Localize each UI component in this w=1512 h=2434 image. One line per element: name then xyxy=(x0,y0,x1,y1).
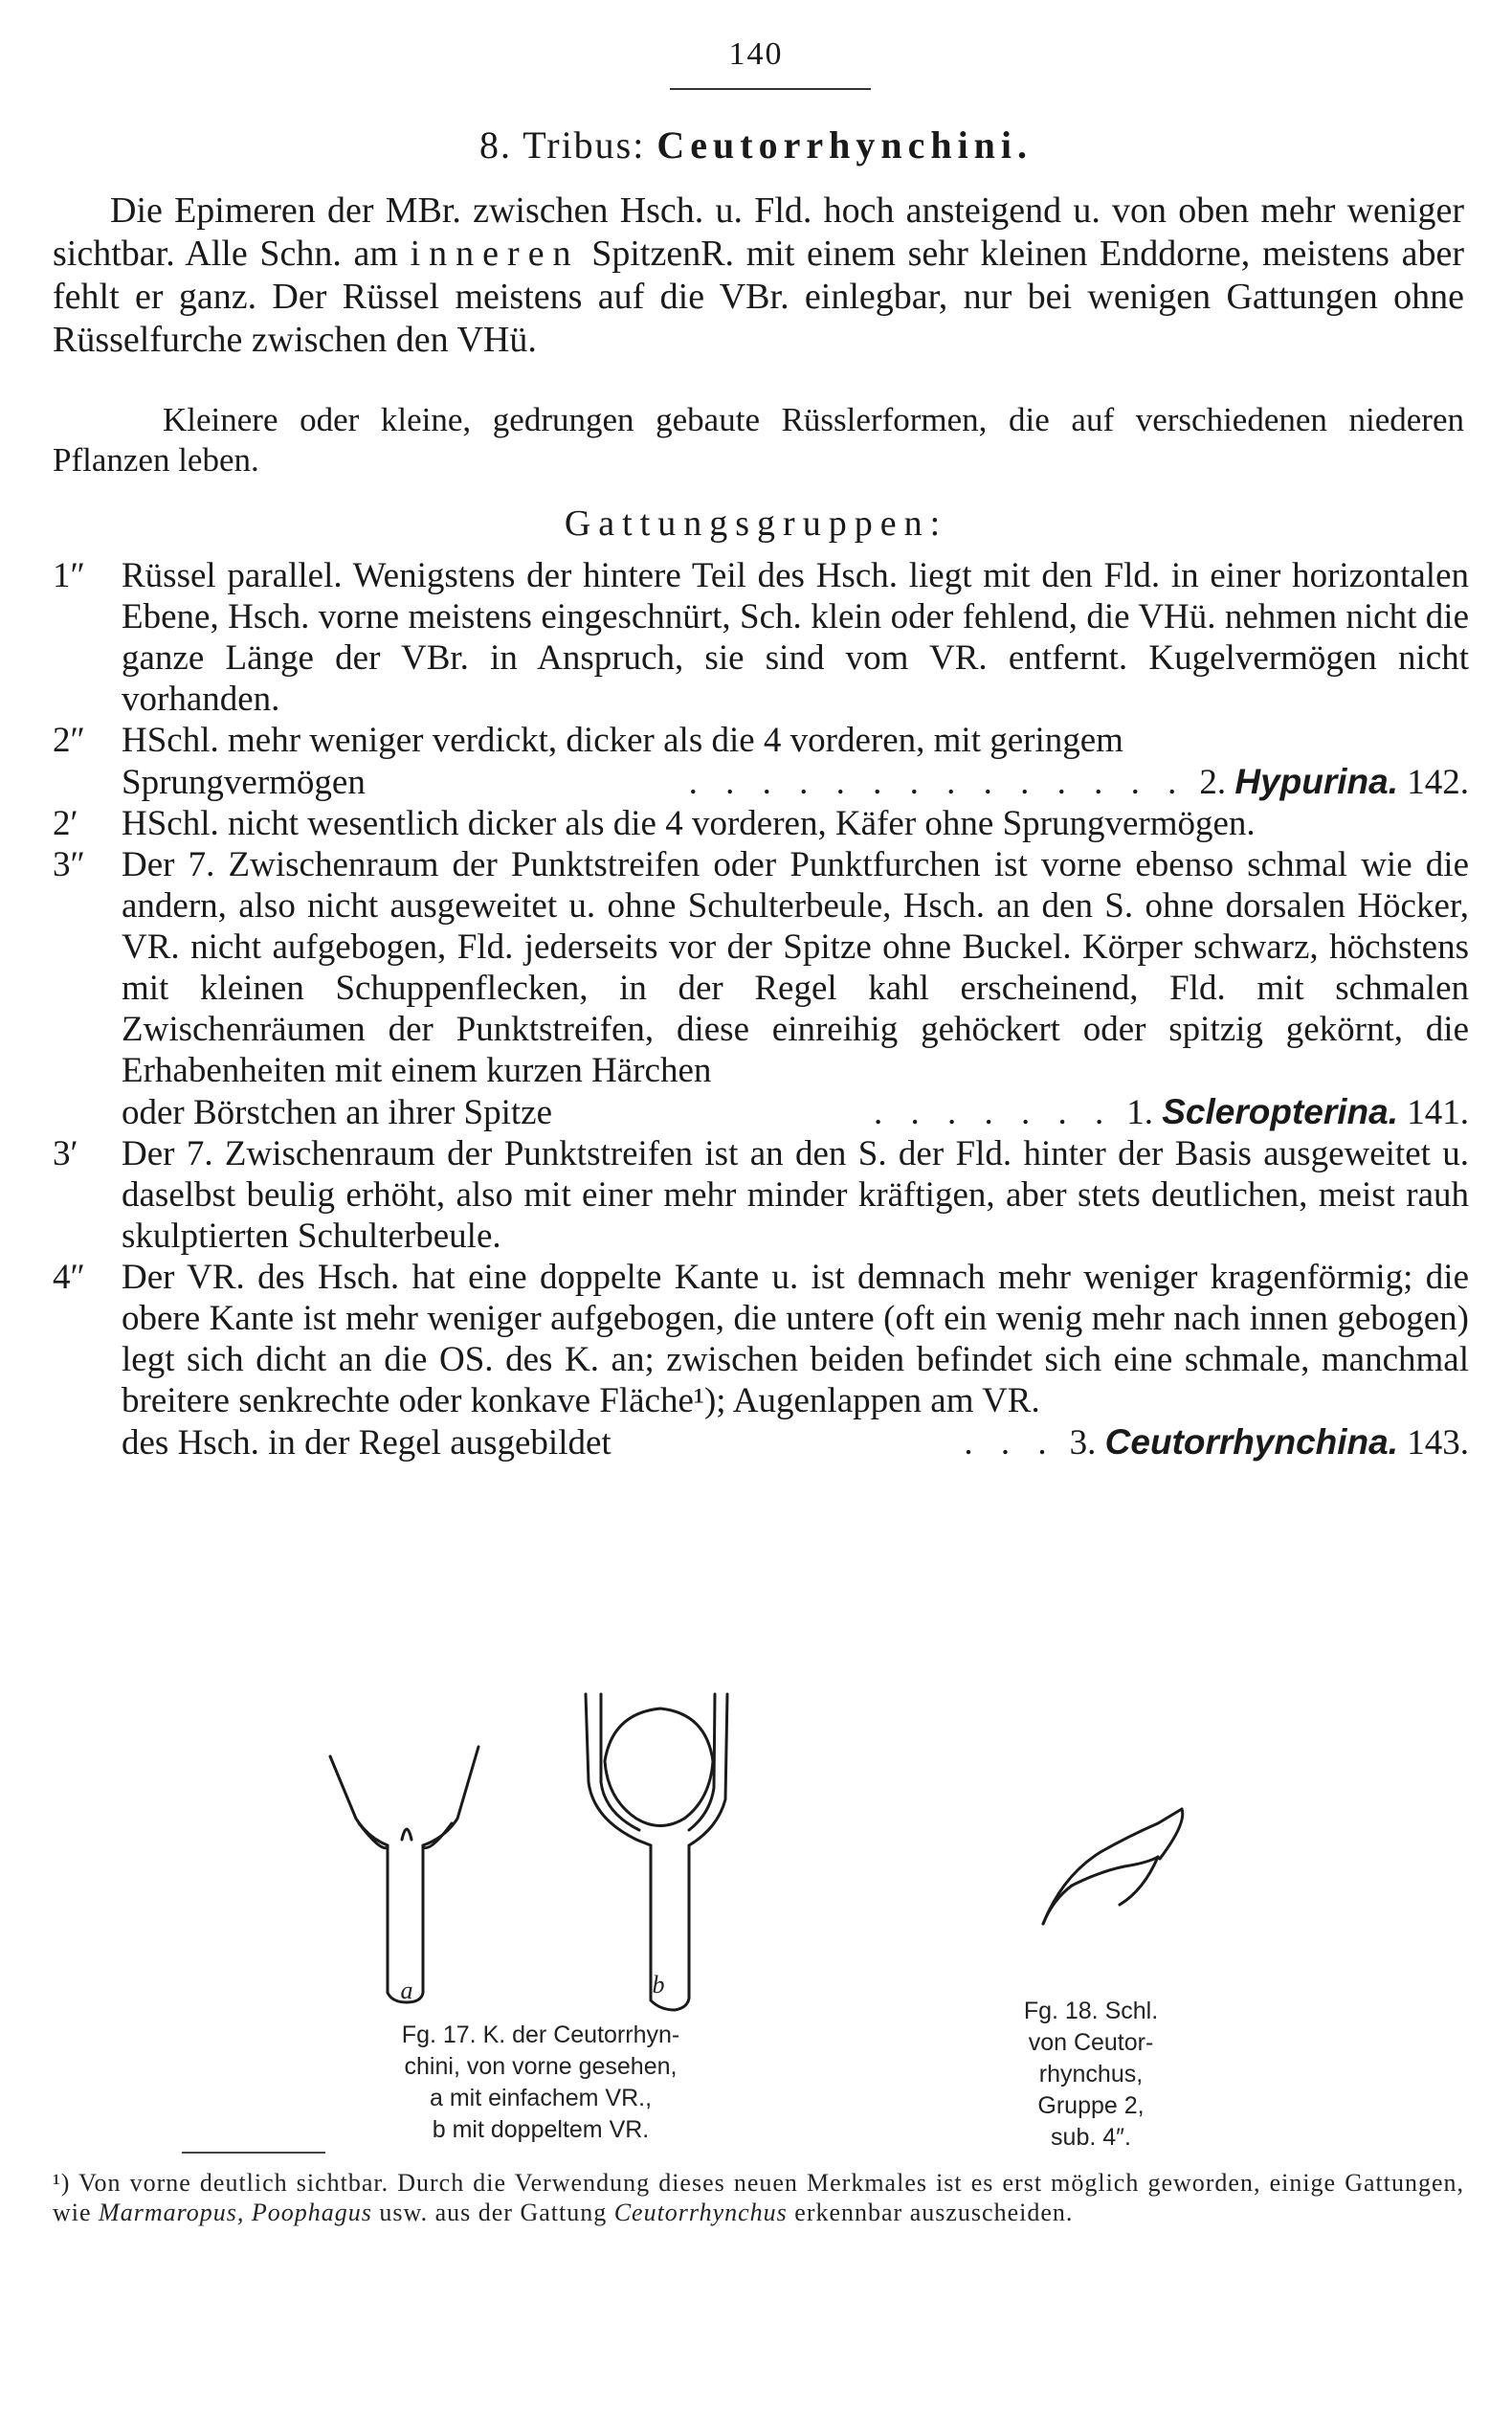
entry-text: Rüssel parallel. Wenigstens der hintere Teil des Hsch. liegt mit den Fld. in einer horizontalen Ebene, Hsch. vorne meistens eingeschnürt, Sch. klein oder fehlend, die VHü. nehmen nicht die ganze Länge der VBr. in Anspruch, sie sind vom VR. entfernt. Kugelvermögen nicht vorhanden. xyxy=(122,556,1469,719)
footnote-text-c: erkennbar auszuscheiden. xyxy=(787,2199,1074,2226)
intro-paragraph-2: Kleinere oder kleine, gedrungen gebaute Rüsslerformen, die auf verschiedenen niederen Pflanzen leben. xyxy=(53,401,1464,479)
fig17-caption xyxy=(335,2020,746,2146)
genus-name: Ceutorrhynchina. xyxy=(1104,1422,1398,1462)
caption-line: sub. 4″. xyxy=(1051,2124,1131,2151)
caption-line: chini, von vorne gesehen, xyxy=(404,2053,678,2080)
caption-line: rhynchus, xyxy=(1038,2061,1144,2088)
intro-text-spaced: inneren xyxy=(410,234,580,274)
entry-number: 4″ xyxy=(53,1258,85,1297)
genus-name: Scleropterina. xyxy=(1162,1092,1398,1131)
footnote-text-a: ¹) Von vorne deutlich sichtbar. Durch die Verwendung dieses neuen Merkmales ist es erst möglich geworden, einige Gattungen, wie xyxy=(53,2169,1464,2226)
caption-line: Fg. 18. Schl. xyxy=(1023,1998,1159,2024)
entry-text: Der VR. des Hsch. hat eine doppelte Kante u. ist demnach mehr weniger kragenförmig; die obere Kante ist mehr weniger aufgebogen, die untere (oft ein wenig mehr nach innen gebogen) legt sich dicht an die OS. des K. an; zwischen beiden befindet sich eine schmale, manchmal breitere senkrechte oder konkave Fläche¹); Augenlappen am VR. xyxy=(122,1258,1469,1420)
intro-text-a: Die Epimeren der MBr. zwischen Hsch. u. Fld. hoch ansteigend u. von oben mehr weniger sichtbar. Alle Schn. am xyxy=(53,190,1464,274)
entry-text: Der 7. Zwischenraum der Punktstreifen ist an den S. der Fld. hinter der Basis ausgeweitet u. daselbst beulig erhöht, also mit einer mehr minder kräftigen, aber stets deutlichen, meist rauh skulptierten Schulterbeule. xyxy=(122,1134,1469,1256)
footnote-text-b: usw. aus der Gattung xyxy=(371,2199,614,2226)
tribus-name: Ceutorrhynchini. xyxy=(656,123,1034,167)
genus-name: Hypurina. xyxy=(1234,762,1398,801)
result-page: 142. xyxy=(1407,763,1469,802)
entry-number: 3′ xyxy=(53,1134,78,1173)
caption-line: Fg. 17. K. der Ceutorrhyn- xyxy=(401,2021,680,2048)
leader-dots: . . . . . . . xyxy=(873,1093,1114,1132)
result-number: 3. xyxy=(1069,1423,1097,1463)
result-number: 2. xyxy=(1199,763,1227,802)
footnote xyxy=(53,2168,1464,2227)
entry-lead: oder Börstchen an ihrer Spitze xyxy=(122,1093,553,1132)
fig18-femur-drawing xyxy=(1043,1809,1183,1924)
leader-dots: . . . xyxy=(964,1423,1056,1463)
tribus-prefix: 8. Tribus: xyxy=(478,123,646,167)
entry-lead: des Hsch. in der Regel ausgebildet xyxy=(122,1423,611,1463)
fig17-label-a: a xyxy=(400,1976,413,2004)
footnote-rule xyxy=(182,2152,325,2154)
entry-number: 2′ xyxy=(53,804,78,843)
caption-line: von Ceutor- xyxy=(1028,2029,1154,2056)
intro-text-b: SpitzenR. mit einem sehr kleinen Enddorne, meistens aber fehlt er ganz. Der Rüssel meistens auf die VBr. einlegbar, nur bei wenigen Gattungen ohne Rüsselfurche zwischen den VHü. xyxy=(53,234,1464,360)
footnote-genera: Marmaropus, Poophagus xyxy=(99,2199,372,2226)
entry-number: 1″ xyxy=(53,556,85,595)
entry-number: 2″ xyxy=(53,721,85,760)
result-page: 141. xyxy=(1407,1093,1469,1132)
entry-text: HSchl. mehr weniger verdickt, dicker als die 4 vorderen, mit geringem xyxy=(122,721,1123,760)
footnote-genus: Ceutorrhynchus xyxy=(613,2199,788,2226)
leader-dots: . . . . . . . . . . . . . . xyxy=(688,763,1187,802)
caption-line: Gruppe 2, xyxy=(1037,2092,1145,2119)
fig17a-head-drawing xyxy=(330,1747,478,2002)
fig18-caption xyxy=(986,1996,1196,2154)
section-heading: Gattungsgruppen: xyxy=(564,503,948,544)
fig17b-head-drawing xyxy=(586,1694,727,2010)
result-number: 1. xyxy=(1126,1093,1153,1132)
page-number: 140 xyxy=(728,36,784,72)
entry-lead: Sprungvermögen xyxy=(122,763,366,802)
entry-text: HSchl. nicht wesentlich dicker als die 4 vorderen, Käfer ohne Sprungvermögen. xyxy=(122,804,1256,843)
entry-text: Der 7. Zwischenraum der Punktstreifen oder Punktfurchen ist vorne ebenso schmal wie die andern, also nicht ausgeweitet u. ohne Schulterbeule, Hsch. an den S. ohne dorsalen Höcker, VR. nicht aufgebogen, Fld. jederseits vor der Spitze ohne Buckel. Körper schwarz, höchstens mit kleinen Schuppenflecken, in der Regel kahl erscheinend, Fld. mit schmalen Zwischenräumen der Punktstreifen, diese einreihig gehöckert oder spitzig gekörnt, die Erhabenheiten mit einem kurzen Härchen xyxy=(122,845,1469,1090)
caption-line: b mit doppeltem VR. xyxy=(432,2116,650,2143)
entry-number: 3″ xyxy=(53,845,85,884)
result-page: 143. xyxy=(1407,1423,1469,1463)
fig17-label-b: b xyxy=(652,1971,665,1999)
caption-line: a mit einfachem VR., xyxy=(429,2085,653,2111)
